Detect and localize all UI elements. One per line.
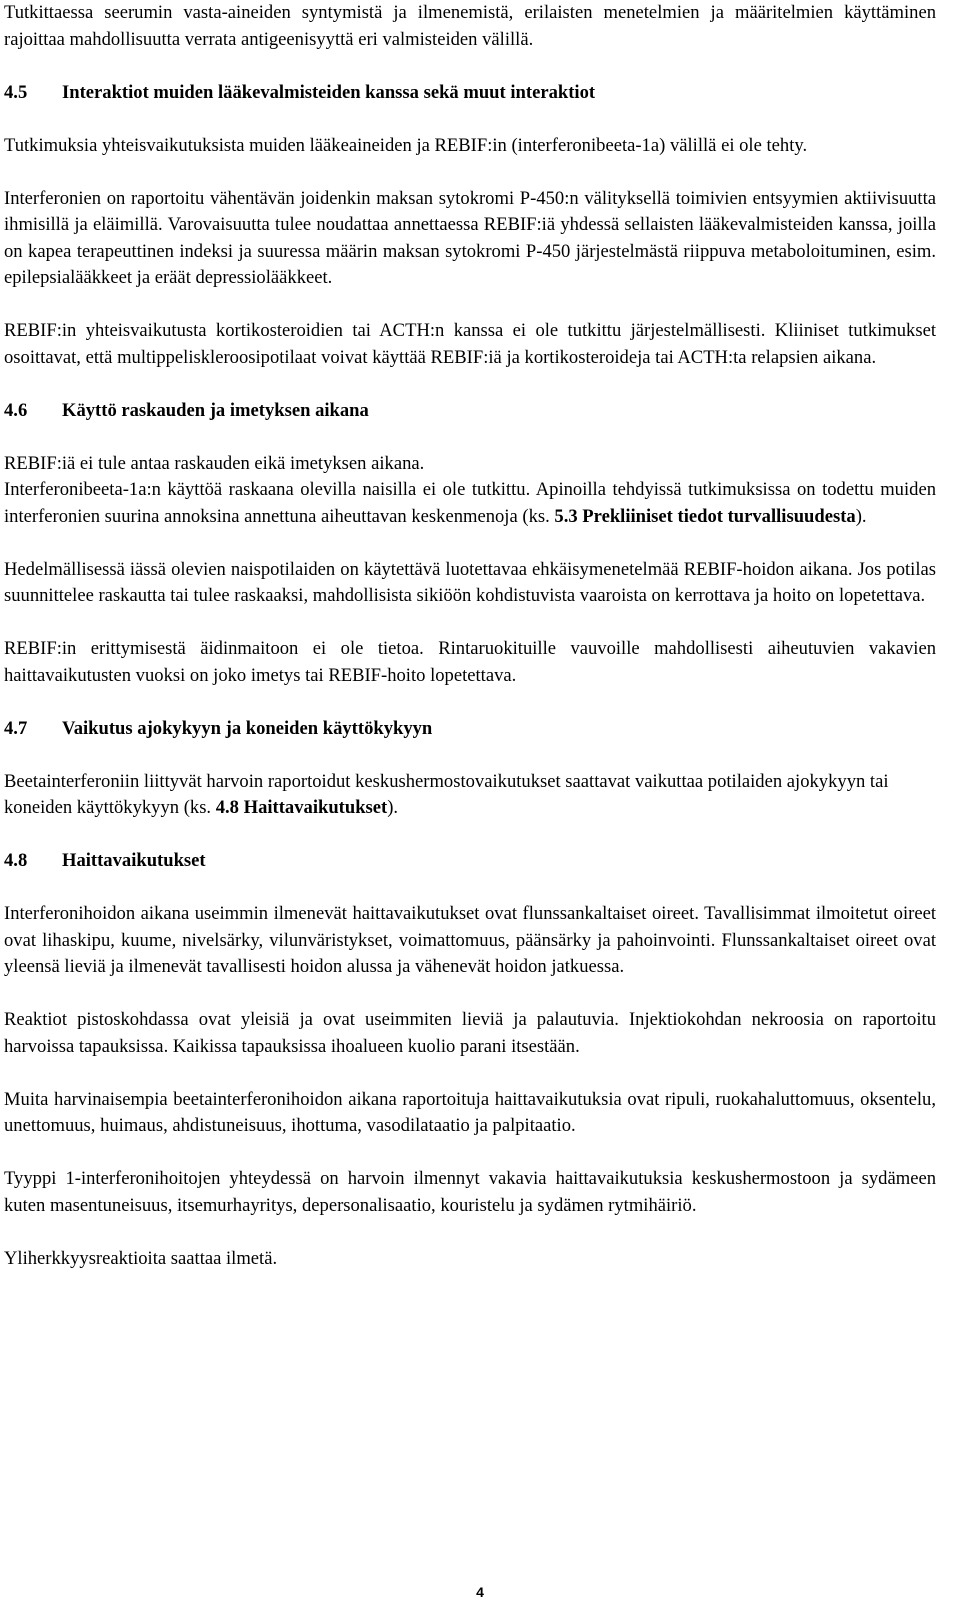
paragraph: Yliherkkyysreaktioita saattaa ilmetä. xyxy=(4,1247,278,1269)
cross-reference: 5.3 Prekliiniset tiedot turvallisuudesta xyxy=(554,505,856,527)
paragraph: Tutkimuksia yhteisvaikutuksista muiden lääkeaineiden ja REBIF:in (interferonibeeta-1a) välillä ei ole tehty. xyxy=(4,134,808,156)
paragraph: Muita harvinaisempia beetainterferonihoidon aikana raportoituja haittavaikutuksia ovat ripuli, ruokahaluttomuus, oksentelu, unettomuus, huimaus, ahdistuneisuus, ihottuma, vasodilataatio ja palpitaatio. xyxy=(4,1088,936,1136)
section-title: Interaktiot muiden lääkevalmisteiden kanssa sekä muut interaktiot xyxy=(62,81,596,103)
paragraph: Interferonihoidon aikana useimmin ilmenevät haittavaikutukset ovat flunssankaltaiset oireet. Tavallisimmat ilmoitetut oireet ovat lihaskipu, kuume, nivelsärky, vilunväristykset, voimattomuus, päänsärky ja pahoinvointi. Flunssankaltaiset oireet ovat yleensä lieviä ja ilmenevät tavallisesti hoidon alussa ja vähenevät hoidon jatkuessa. xyxy=(4,903,936,977)
paragraph xyxy=(4,769,936,822)
paragraph: Tyyppi 1-interferonihoitojen yhteydessä on harvoin ilmennyt vakavia haittavaikutuksia keskushermostoon ja sydämeen kuten masentuneisuus, itsemurhayritys, depersonalisaatio, kouristelu ja sydämen rytmihäiriö. xyxy=(4,1168,936,1216)
section-number: 4.6 xyxy=(4,399,28,421)
section-title: Vaikutus ajokykyyn ja koneiden käyttökykyyn xyxy=(62,717,433,739)
text: Interferonibeeta-1a:n käyttöä raskaana olevilla naisilla ei ole tutkittu. Apinoilla tehdyissä tutkimuksissa on todettu muiden interferonien suurina annoksina annettuna aiheuttavan keskenmenoja (ks. xyxy=(4,479,936,527)
section-heading-4-6 xyxy=(4,398,936,425)
paragraph: REBIF:in yhteisvaikutusta kortikosteroidien tai ACTH:n kanssa ei ole tutkittu järjestelmällisesti. Kliiniset tutkimukset osoittavat, että multippeliskleroosipotilaat voivat käyttää REBIF:iä ja kortikosteroideja tai ACTH:ta relapsien aikana. xyxy=(4,320,936,368)
text: ). xyxy=(387,797,399,818)
section-number: 4.5 xyxy=(4,81,28,103)
intro-paragraph: Tutkittaessa seerumin vasta-aineiden syntymistä ja ilmenemistä, erilaisten menetelmien ja määritelmien käyttäminen rajoittaa mahdollisuutta verrata antigeenisyyttä eri valmisteiden välillä. xyxy=(4,2,936,50)
paragraph: Hedelmällisessä iässä olevien naispotilaiden on käytettävä luotettavaa ehkäisymenetelmää REBIF-hoidon aikana. Jos potilas suunnittelee raskautta tai tulee raskaaksi, mahdollisista sikiöön kohdistuvista vaaroista on kerrottava ja hoito on lopetettava. xyxy=(4,558,936,606)
cross-reference: 4.8 Haittavaikutukset xyxy=(215,797,388,818)
text: Beetainterferoniin liittyvät harvoin raportoidut keskushermostovaikutukset saattavat vaikuttaa potilaiden ajokykyyn tai koneiden käyttökykyyn (ks. xyxy=(4,770,889,818)
section-heading-4-7 xyxy=(4,716,936,743)
paragraph xyxy=(4,451,936,531)
paragraph: REBIF:in erittymisestä äidinmaitoon ei ole tietoa. Rintaruokituille vauvoille mahdollisesti aiheutuvien vakavien haittavaikutusten vuoksi on joko imetys tai REBIF-hoito lopetettava. xyxy=(4,638,936,686)
section-number: 4.7 xyxy=(4,717,28,739)
section-heading-4-5 xyxy=(4,80,936,107)
section-title: Käyttö raskauden ja imetyksen aikana xyxy=(62,399,369,421)
document-page xyxy=(4,0,936,1272)
section-number: 4.8 xyxy=(4,850,28,871)
text: ). xyxy=(855,505,867,527)
page-number: 4 xyxy=(476,1584,484,1600)
text-line: REBIF:iä ei tule antaa raskauden eikä imetyksen aikana. xyxy=(4,452,425,474)
section-title: Haittavaikutukset xyxy=(62,850,206,871)
paragraph: Interferonien on raportoitu vähentävän joidenkin maksan sytokromi P-450:n välityksellä toimivien entsyymien aktiivisuutta ihmisillä ja eläimillä. Varovaisuutta tulee noudattaa annettaessa REBIF:iä yhdessä sellaisten lääkevalmisteiden kanssa, joilla on kapea terapeuttinen indeksi ja suuressa määrin maksan sytokromi P-450 järjestelmästä riippuva metaboloituminen, esim. epilepsialääkkeet ja eräät depressiolääkkeet. xyxy=(4,187,936,288)
paragraph: Reaktiot pistoskohdassa ovat yleisiä ja ovat useimmiten lieviä ja palautuvia. Injektiokohdan nekroosia on raportoitu harvoissa tapauksissa. Kaikissa tapauksissa ihoalueen kuolio parani itsestään. xyxy=(4,1009,936,1057)
section-heading-4-8 xyxy=(4,848,936,875)
